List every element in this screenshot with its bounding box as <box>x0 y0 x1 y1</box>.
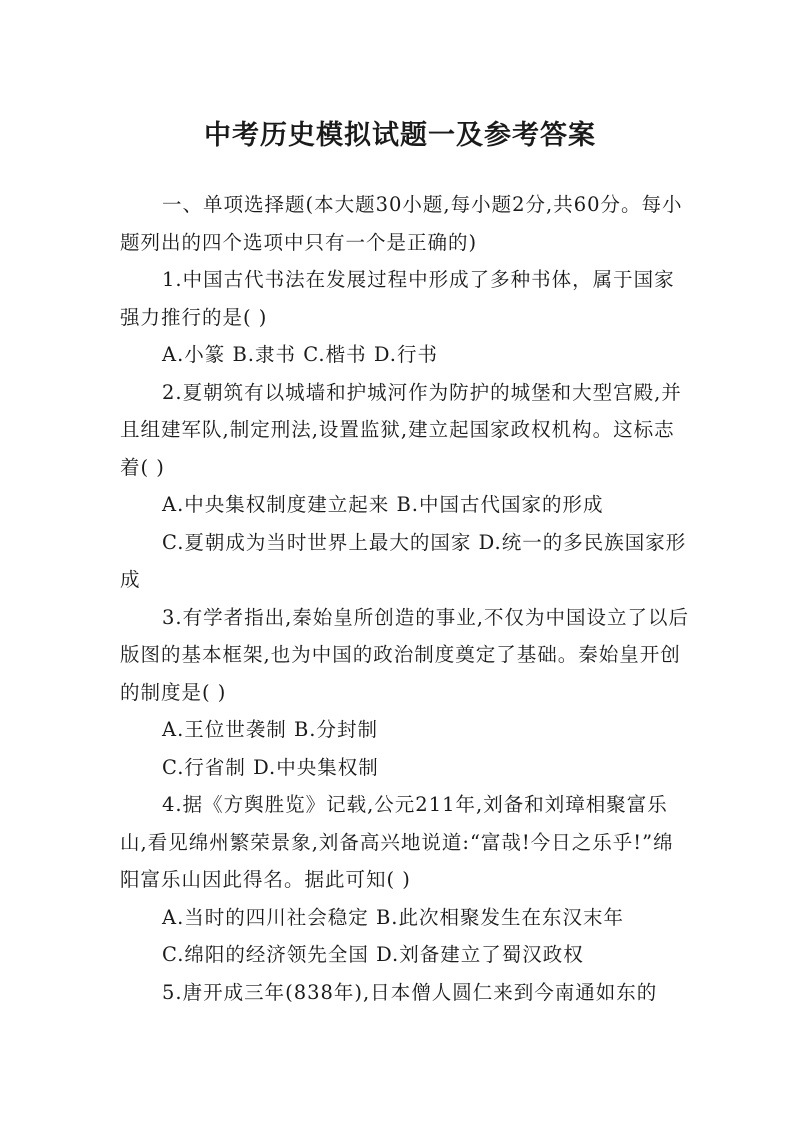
document-title: 中考历史模拟试题一及参考答案 <box>204 120 596 152</box>
question-2-options-ab: A.中央集权制度建立起来 B.中国古代国家的形成 <box>162 493 604 516</box>
question-4: 4.据《方舆胜览》记载,公元211年,刘备和刘璋相聚富乐山,看见绵州繁荣景象,刘备高兴地说道:“富哉!今日之乐乎!”绵阳富乐山因此得名。据此可知( ) <box>120 793 674 891</box>
question-3-options-ab: A.王位世袭制 B.分封制 <box>162 718 379 741</box>
question-2: 2.夏朝筑有以城墙和护城河作为防护的城堡和大型宫殿,并且组建军队,制定刑法,设置监狱,建立起国家政权机构。这标志着( ) <box>120 380 682 479</box>
question-3: 3.有学者指出,秦始皇所创造的事业,不仅为中国设立了以后版图的基本框架,也为中国的政治制度奠定了基础。秦始皇开创的制度是( ) <box>120 605 690 704</box>
question-1-options: A.小篆 B.隶书 C.楷书 D.行书 <box>162 343 438 366</box>
question-3-options-cd: C.行省制 D.中央集权制 <box>162 755 379 779</box>
document-body <box>120 186 690 1011</box>
question-2-options-cd: C.夏朝成为当时世界上最大的国家 D.统一的多民族国家形成 <box>120 530 687 591</box>
question-4-options-ab: A.当时的四川社会稳定 B.此次相聚发生在东汉末年 <box>162 905 625 929</box>
question-5: 5.唐开成三年(838年),日本僧人圆仁来到今南通如东的 <box>162 980 658 1004</box>
section-heading: 一、单项选择题(本大题30小题,每小题2分,共60分。每小题列出的四个选项中只有一个是正确的) <box>120 193 683 254</box>
question-4-options-cd: C.绵阳的经济领先全国 D.刘备建立了蜀汉政权 <box>162 943 584 966</box>
question-1: 1.中国古代书法在发展过程中形成了多种书体，属于国家强力推行的是( ) <box>120 268 675 329</box>
